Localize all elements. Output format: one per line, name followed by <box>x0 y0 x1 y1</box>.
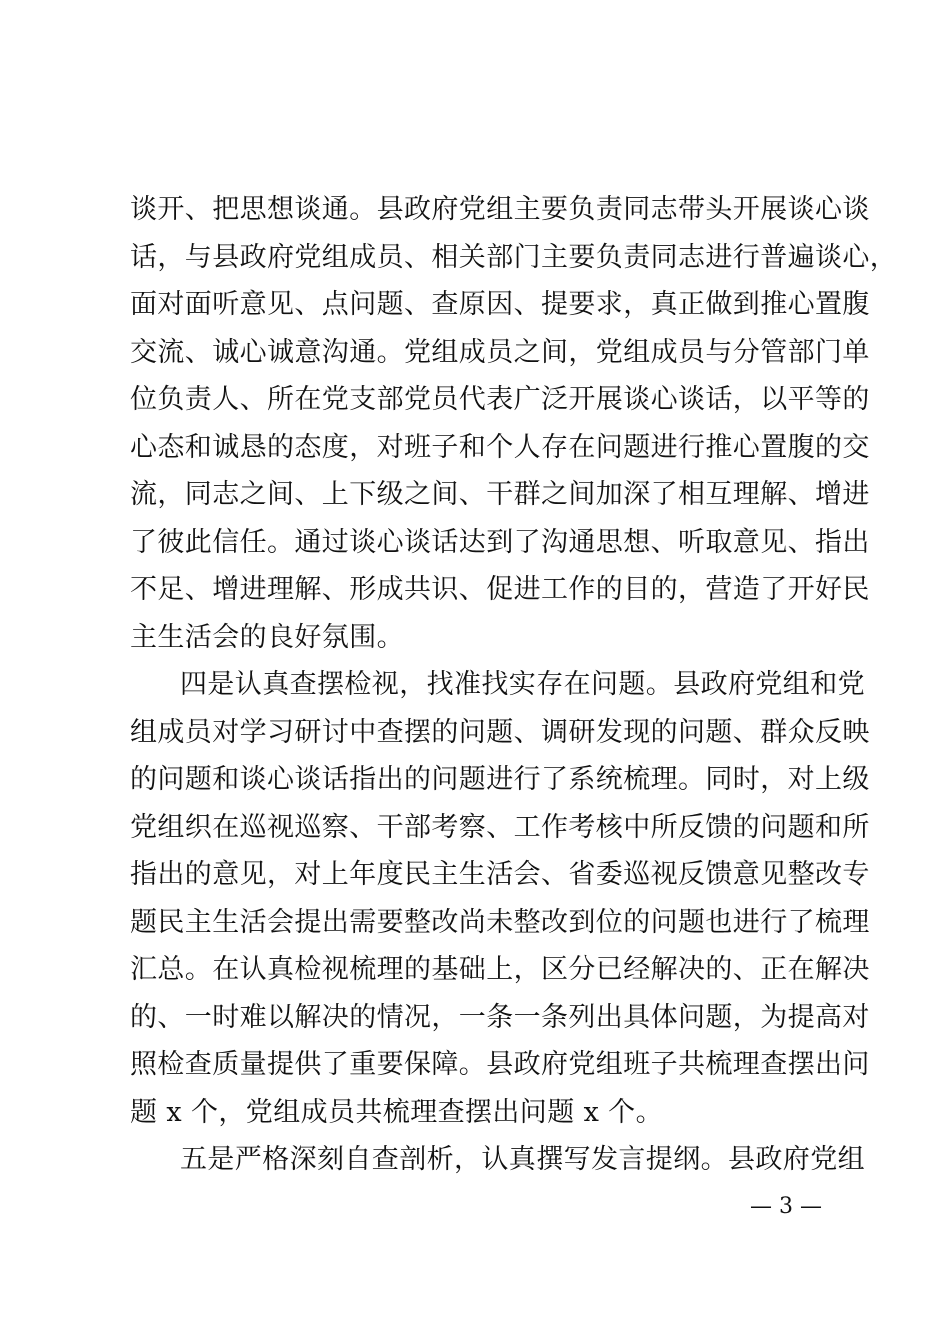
text-line: 面对面听意见、点问题、查原因、提要求，真正做到推心置腹 <box>130 289 870 320</box>
text-line: 指出的意见，对上年度民主生活会、省委巡视反馈意见整改专 <box>130 859 870 890</box>
text-line: 题民主生活会提出需要整改尚未整改到位的问题也进行了梳理 <box>130 907 870 938</box>
text-line: 的问题和谈心谈话指出的问题进行了系统梳理。同时，对上级 <box>130 764 870 795</box>
text-line: 照检查质量提供了重要保障。县政府党组班子共梳理查摆出问 <box>130 1049 870 1080</box>
text-line: 话，与县政府党组成员、相关部门主要负责同志进行普遍谈心， <box>130 242 898 273</box>
text-line: 组成员对学习研讨中查摆的问题、调研发现的问题、群众反映 <box>130 717 870 748</box>
paragraph-heading-line: 五是严格深刻自查剖析，认真撰写发言提纲。县政府党组 <box>180 1144 865 1175</box>
text-line: 的、一时难以解决的情况，一条一条列出具体问题，为提高对 <box>130 1002 870 1033</box>
paragraph-heading-line: 四是认真查摆检视，找准找实存在问题。县政府党组和党 <box>180 669 865 700</box>
text-line: 不足、增进理解、形成共识、促进工作的目的，营造了开好民 <box>130 574 870 605</box>
text-line: 心态和诚恳的态度，对班子和个人存在问题进行推心置腹的交 <box>130 432 870 463</box>
text-line: 流，同志之间、上下级之间、干群之间加深了相互理解、增进 <box>130 479 870 510</box>
text-line: 位负责人、所在党支部党员代表广泛开展谈心谈话，以平等的 <box>130 384 870 415</box>
page-number: — 3 — <box>750 1194 822 1219</box>
text-line: 谈开、把思想谈通。县政府党组主要负责同志带头开展谈心谈 <box>130 194 870 225</box>
text-line: 党组织在巡视巡察、干部考察、工作考核中所反馈的问题和所 <box>130 812 870 843</box>
text-line: 题 x 个，党组成员共梳理查摆出问题 x 个。 <box>130 1097 663 1128</box>
text-line: 汇总。在认真检视梳理的基础上，区分已经解决的、正在解决 <box>130 954 870 985</box>
text-line: 交流、诚心诚意沟通。党组成员之间，党组成员与分管部门单 <box>130 337 870 368</box>
text-line: 主生活会的良好氛围。 <box>130 622 404 653</box>
text-line: 了彼此信任。通过谈心谈话达到了沟通思想、听取意见、指出 <box>130 527 870 558</box>
